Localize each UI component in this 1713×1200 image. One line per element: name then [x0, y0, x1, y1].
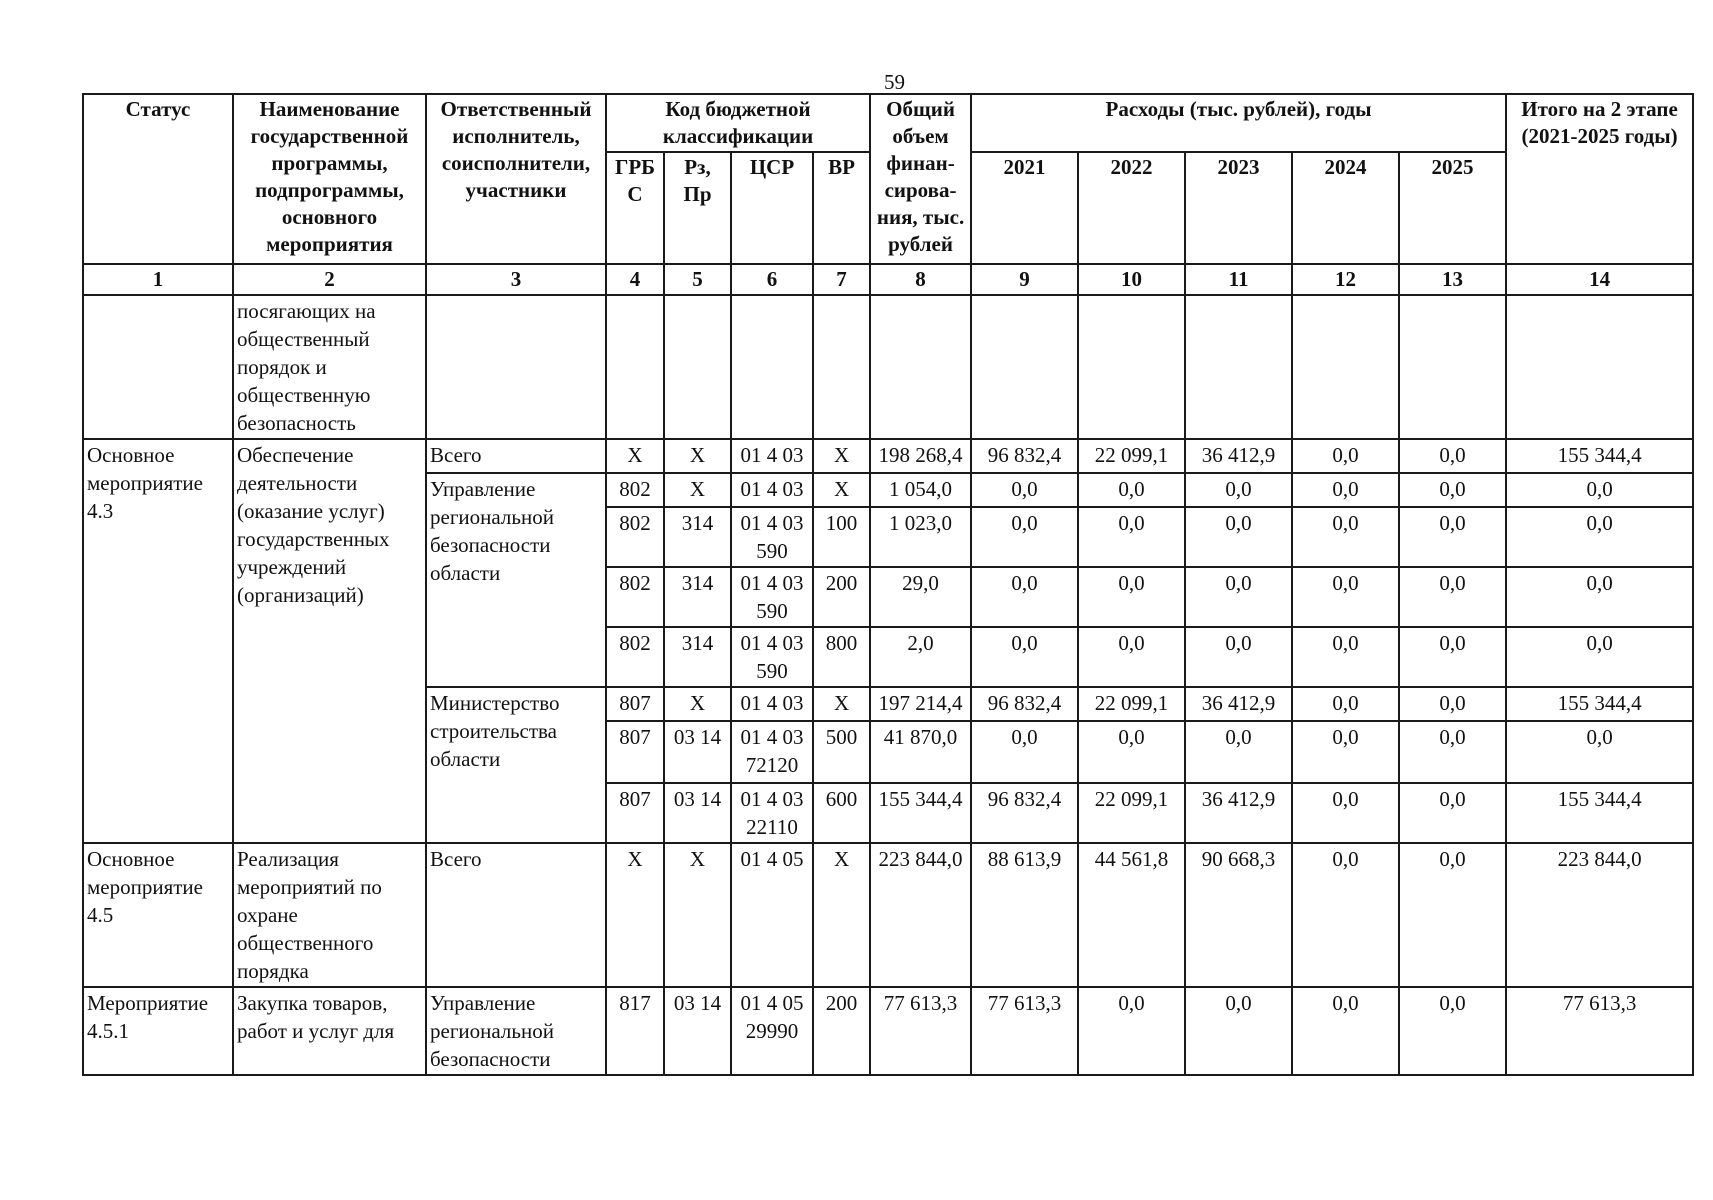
y2021-cell: 77 613,3	[971, 987, 1078, 1075]
y2022-cell: 0,0	[1078, 987, 1185, 1075]
y2025-cell: 0,0	[1399, 473, 1506, 507]
header-status: Статус	[83, 94, 233, 264]
column-number: 8	[870, 264, 971, 295]
vr-cell: 200	[813, 987, 870, 1075]
stage-cell: 0,0	[1506, 721, 1693, 783]
column-number: 2	[233, 264, 426, 295]
y2021-cell: 0,0	[971, 627, 1078, 687]
vr-cell: Х	[813, 687, 870, 721]
column-number: 6	[731, 264, 813, 295]
exec-construction-4-3: Министерство строительства области	[426, 687, 606, 843]
total-cell: 29,0	[870, 567, 971, 627]
column-number-row	[83, 264, 1693, 295]
grbs-cell: Х	[606, 843, 664, 987]
status-4-5: Основное мероприятие 4.5	[83, 843, 233, 987]
stage-cell: 223 844,0	[1506, 843, 1693, 987]
header-vr: ВР	[813, 152, 870, 264]
vr-cell: Х	[813, 843, 870, 987]
rzpr-cell: Х	[664, 843, 731, 987]
y2024-cell: 0,0	[1292, 439, 1399, 473]
empty-cell	[1506, 295, 1693, 439]
csr-cell: 01 4 05 29990	[731, 987, 813, 1075]
header-responsible: Ответственный исполнитель, соисполнители, участники	[426, 94, 606, 264]
header-year-2024: 2024	[1292, 152, 1399, 264]
y2025-cell: 0,0	[1399, 687, 1506, 721]
grbs-cell: 807	[606, 783, 664, 843]
y2024-cell: 0,0	[1292, 567, 1399, 627]
table-row	[83, 439, 1693, 473]
y2021-cell: 0,0	[971, 721, 1078, 783]
continuation-status-cell	[83, 295, 233, 439]
y2021-cell: 96 832,4	[971, 783, 1078, 843]
stage-cell: 155 344,4	[1506, 783, 1693, 843]
rzpr-cell: Х	[664, 473, 731, 507]
header-csr: ЦСР	[731, 152, 813, 264]
stage-cell: 0,0	[1506, 507, 1693, 567]
y2023-cell: 36 412,9	[1185, 439, 1292, 473]
y2021-cell: 0,0	[971, 473, 1078, 507]
y2023-cell: 36 412,9	[1185, 783, 1292, 843]
vr-cell: 500	[813, 721, 870, 783]
vr-cell: 800	[813, 627, 870, 687]
csr-cell: 01 4 03 22110	[731, 783, 813, 843]
rzpr-cell: 03 14	[664, 987, 731, 1075]
total-cell: 197 214,4	[870, 687, 971, 721]
grbs-cell: 802	[606, 567, 664, 627]
y2023-cell: 0,0	[1185, 721, 1292, 783]
column-number: 13	[1399, 264, 1506, 295]
total-cell: 155 344,4	[870, 783, 971, 843]
column-number: 7	[813, 264, 870, 295]
y2025-cell: 0,0	[1399, 843, 1506, 987]
exec-4-5: Всего	[426, 843, 606, 987]
grbs-cell: Х	[606, 439, 664, 473]
y2021-cell: 88 613,9	[971, 843, 1078, 987]
vr-cell: 200	[813, 567, 870, 627]
y2022-cell: 0,0	[1078, 567, 1185, 627]
header-year-2023: 2023	[1185, 152, 1292, 264]
column-number: 12	[1292, 264, 1399, 295]
y2025-cell: 0,0	[1399, 987, 1506, 1075]
y2021-cell: 0,0	[971, 567, 1078, 627]
y2024-cell: 0,0	[1292, 987, 1399, 1075]
stage-cell: 155 344,4	[1506, 687, 1693, 721]
vr-cell: 600	[813, 783, 870, 843]
rzpr-cell: Х	[664, 439, 731, 473]
total-cell: 41 870,0	[870, 721, 971, 783]
total-cell: 1 054,0	[870, 473, 971, 507]
status-4-5-1: Мероприятие 4.5.1	[83, 987, 233, 1075]
y2024-cell: 0,0	[1292, 843, 1399, 987]
header-expenses: Расходы (тыс. рублей), годы	[971, 94, 1506, 152]
csr-cell: 01 4 05	[731, 843, 813, 987]
stage-cell: 0,0	[1506, 627, 1693, 687]
stage-cell: 77 613,3	[1506, 987, 1693, 1075]
empty-cell	[606, 295, 664, 439]
stage-cell: 0,0	[1506, 473, 1693, 507]
header-name: Наименование государственной программы, подпрограммы, основного мероприятия	[233, 94, 426, 264]
csr-cell: 01 4 03	[731, 439, 813, 473]
column-number: 11	[1185, 264, 1292, 295]
csr-cell: 01 4 03	[731, 473, 813, 507]
y2022-cell: 0,0	[1078, 507, 1185, 567]
y2024-cell: 0,0	[1292, 507, 1399, 567]
empty-cell	[1078, 295, 1185, 439]
y2022-cell: 22 099,1	[1078, 439, 1185, 473]
grbs-cell: 802	[606, 473, 664, 507]
empty-cell	[731, 295, 813, 439]
exec-4-5-1: Управление региональной безопасности	[426, 987, 606, 1075]
table-row	[83, 987, 1693, 1075]
y2021-cell: 0,0	[971, 507, 1078, 567]
csr-cell: 01 4 03 72120	[731, 721, 813, 783]
total-cell: 77 613,3	[870, 987, 971, 1075]
y2024-cell: 0,0	[1292, 473, 1399, 507]
vr-cell: Х	[813, 439, 870, 473]
empty-cell	[971, 295, 1078, 439]
header-rzpr: Рз, Пр	[664, 152, 731, 264]
y2025-cell: 0,0	[1399, 439, 1506, 473]
y2022-cell: 0,0	[1078, 473, 1185, 507]
column-number: 4	[606, 264, 664, 295]
y2025-cell: 0,0	[1399, 627, 1506, 687]
grbs-cell: 817	[606, 987, 664, 1075]
exec-all-4-3: Всего	[426, 439, 606, 473]
grbs-cell: 807	[606, 721, 664, 783]
y2024-cell: 0,0	[1292, 783, 1399, 843]
rzpr-cell: 314	[664, 507, 731, 567]
y2023-cell: 0,0	[1185, 507, 1292, 567]
y2023-cell: 0,0	[1185, 627, 1292, 687]
csr-cell: 01 4 03	[731, 687, 813, 721]
total-cell: 2,0	[870, 627, 971, 687]
header-stage-total: Итого на 2 этапе (2021-2025 годы)	[1506, 94, 1693, 264]
empty-cell	[870, 295, 971, 439]
column-number: 14	[1506, 264, 1693, 295]
y2025-cell: 0,0	[1399, 507, 1506, 567]
y2022-cell: 0,0	[1078, 627, 1185, 687]
total-cell: 1 023,0	[870, 507, 971, 567]
y2022-cell: 44 561,8	[1078, 843, 1185, 987]
header-grbs: ГРБ С	[606, 152, 664, 264]
y2023-cell: 90 668,3	[1185, 843, 1292, 987]
page-number: 59	[884, 70, 905, 94]
y2025-cell: 0,0	[1399, 783, 1506, 843]
budget-table	[82, 93, 1694, 1076]
y2025-cell: 0,0	[1399, 567, 1506, 627]
exec-security-4-3: Управление региональной безопасности области	[426, 473, 606, 687]
csr-cell: 01 4 03 590	[731, 627, 813, 687]
y2022-cell: 22 099,1	[1078, 783, 1185, 843]
y2023-cell: 0,0	[1185, 473, 1292, 507]
header-year-2022: 2022	[1078, 152, 1185, 264]
column-number: 3	[426, 264, 606, 295]
total-cell: 198 268,4	[870, 439, 971, 473]
continuation-name: посягающих на общественный порядок и общественную безопасность	[233, 295, 426, 439]
budget-table-sheet	[82, 93, 1692, 1076]
y2022-cell: 0,0	[1078, 721, 1185, 783]
status-4-3: Основное мероприятие 4.3	[83, 439, 233, 843]
rzpr-cell: 314	[664, 567, 731, 627]
vr-cell: Х	[813, 473, 870, 507]
y2024-cell: 0,0	[1292, 627, 1399, 687]
empty-cell	[1185, 295, 1292, 439]
empty-cell	[813, 295, 870, 439]
table-row	[83, 843, 1693, 987]
rzpr-cell: 03 14	[664, 721, 731, 783]
y2021-cell: 96 832,4	[971, 439, 1078, 473]
y2023-cell: 0,0	[1185, 987, 1292, 1075]
grbs-cell: 802	[606, 507, 664, 567]
y2021-cell: 96 832,4	[971, 687, 1078, 721]
vr-cell: 100	[813, 507, 870, 567]
y2023-cell: 36 412,9	[1185, 687, 1292, 721]
empty-cell	[1292, 295, 1399, 439]
stage-cell: 0,0	[1506, 567, 1693, 627]
y2023-cell: 0,0	[1185, 567, 1292, 627]
rzpr-cell: Х	[664, 687, 731, 721]
y2022-cell: 22 099,1	[1078, 687, 1185, 721]
csr-cell: 01 4 03 590	[731, 507, 813, 567]
rzpr-cell: 314	[664, 627, 731, 687]
total-cell: 223 844,0	[870, 843, 971, 987]
header-year-2021: 2021	[971, 152, 1078, 264]
empty-cell	[664, 295, 731, 439]
grbs-cell: 802	[606, 627, 664, 687]
header-year-2025: 2025	[1399, 152, 1506, 264]
y2024-cell: 0,0	[1292, 721, 1399, 783]
y2024-cell: 0,0	[1292, 687, 1399, 721]
name-4-5: Реализация мероприятий по охране общественного порядка	[233, 843, 426, 987]
empty-cell	[1399, 295, 1506, 439]
empty-cell	[426, 295, 606, 439]
stage-cell: 155 344,4	[1506, 439, 1693, 473]
grbs-cell: 807	[606, 687, 664, 721]
column-number: 1	[83, 264, 233, 295]
column-number: 5	[664, 264, 731, 295]
name-4-3: Обеспечение деятельности (оказание услуг) государственных учреждений (организаций)	[233, 439, 426, 843]
header-total: Общий объем финан-сирова-ния, тыс. рублей	[870, 94, 971, 264]
csr-cell: 01 4 03 590	[731, 567, 813, 627]
header-budget-code: Код бюджетной классификации	[606, 94, 870, 152]
name-4-5-1: Закупка товаров, работ и услуг для	[233, 987, 426, 1075]
y2025-cell: 0,0	[1399, 721, 1506, 783]
column-number: 10	[1078, 264, 1185, 295]
rzpr-cell: 03 14	[664, 783, 731, 843]
continuation-row	[83, 295, 1693, 439]
column-number: 9	[971, 264, 1078, 295]
